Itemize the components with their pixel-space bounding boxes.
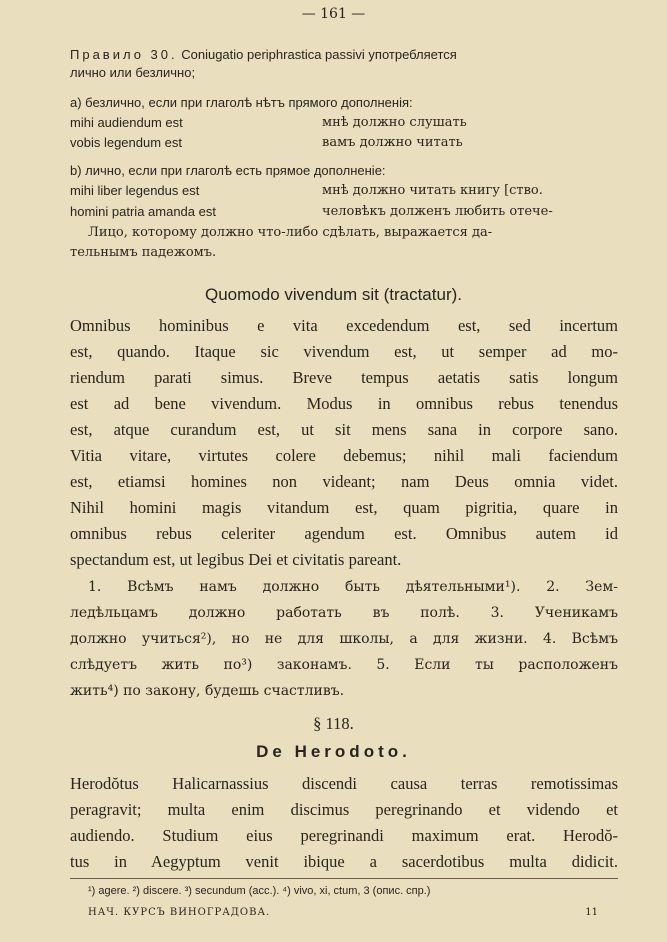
section-number: § 118. bbox=[313, 714, 354, 733]
footer-sheet-number: 11 bbox=[585, 907, 598, 918]
rule-title: Правило 30. bbox=[70, 47, 178, 62]
section-title: Quomodo vivendum sit (tractatur). bbox=[205, 285, 462, 304]
passage-line: est, atque curandum est, ut sit mens sana in corpore sano. bbox=[70, 420, 618, 439]
section-title: De Herodoto. bbox=[256, 742, 411, 761]
passage-line: riendum parati simus. Breve tempus aetatis satis longum bbox=[70, 368, 618, 387]
footnote-divider bbox=[70, 878, 618, 879]
rule-line-2: лично или безлично; bbox=[70, 65, 196, 80]
footnote-line: ¹) agere. ²) discere. ³) secundum (acc.). ⁴) vivo, xi, ctum, 3 (опис. спр.) bbox=[88, 885, 431, 897]
passage-line: omnibus rebus celeriter agendum est. Omnibus autem id bbox=[70, 524, 618, 543]
passage-line: peragravit; multa enim discimus peregrinando et videndo et bbox=[70, 800, 618, 819]
passage-line: est, etiamsi homines non videant; nam Deus omnia videt. bbox=[70, 472, 618, 491]
rule-latin-term: Coniugatio periphrastica passivi bbox=[177, 47, 369, 62]
exercise-line: слѣдуетъ жить по³) законамъ. 5. Если ты расположенъ bbox=[70, 657, 618, 673]
passage-line: spectandum est, ut legibus Dei et civitatis pareant. bbox=[70, 550, 402, 569]
rule-text: употребляется bbox=[368, 47, 457, 62]
page-number: — 161 — bbox=[301, 6, 366, 22]
rule-b-example-latin: homini patria amanda est bbox=[70, 204, 216, 219]
rule-b-example-russian: мнѣ должно читать книгу [ство. bbox=[322, 183, 543, 198]
exercise-line: жить⁴) по закону, будешь счастливъ. bbox=[70, 683, 345, 699]
exercise-line: 1. Всѣмъ намъ должно быть дѣятельными¹). 2. Зем- bbox=[88, 579, 618, 595]
rule-note: Лицо, которому должно что-либо сдѣлать, выражается да- bbox=[88, 225, 493, 240]
rule-note: тельнымъ падежомъ. bbox=[70, 245, 217, 260]
rule-a-example-russian: вамъ должно читать bbox=[322, 135, 463, 150]
passage-line: Vitia vitare, virtutes colere debemus; nihil mali faciendum bbox=[70, 446, 618, 465]
rule-a-example-latin: vobis legendum est bbox=[70, 135, 183, 150]
exercise-line: должно учиться²), но не для школы, а для жизни. 4. Всѣмъ bbox=[70, 631, 618, 647]
rule-b-example-latin: mihi liber legendus est bbox=[70, 183, 200, 198]
rule-a-example-russian: мнѣ должно слушать bbox=[322, 115, 467, 130]
passage-line: Herodŏtus Halicarnassius discendi causa terras remotissimas bbox=[70, 774, 618, 793]
rule-a-example-latin: mihi audiendum est bbox=[70, 115, 183, 130]
passage-line: est, quando. Itaque sic vivendum est, ut semper ad mo- bbox=[70, 342, 618, 361]
rule-b-example-russian: человѣкъ долженъ любить отече- bbox=[322, 204, 553, 219]
rule-line-1 bbox=[70, 46, 457, 62]
passage-line: audiendo. Studium eius peregrinandi maximum erat. Herodŏ- bbox=[70, 826, 618, 845]
passage-line: tus in Aegyptum venit ibique a sacerdotibus multa didicit. bbox=[70, 852, 618, 871]
rule-b-heading: b) лично, если при глаголѣ есть прямое дополненіе: bbox=[70, 163, 386, 178]
rule-a-heading: a) безлично, если при глаголѣ нѣтъ прямого дополненія: bbox=[70, 95, 413, 110]
exercise-line: ледѣльцамъ должно работать въ полѣ. 3. Ученикамъ bbox=[70, 605, 618, 621]
footer-signature: НАЧ. КУРСЪ ВИНОГРАДОВА. bbox=[88, 907, 271, 918]
passage-line: est ad bene vivendum. Modus in omnibus rebus tenendus bbox=[70, 394, 618, 413]
passage-line: Nihil homini magis vitandum est, quam pigritia, quare in bbox=[70, 498, 618, 517]
passage-line: Omnibus hominibus e vita excedendum est, sed incertum bbox=[70, 316, 618, 335]
